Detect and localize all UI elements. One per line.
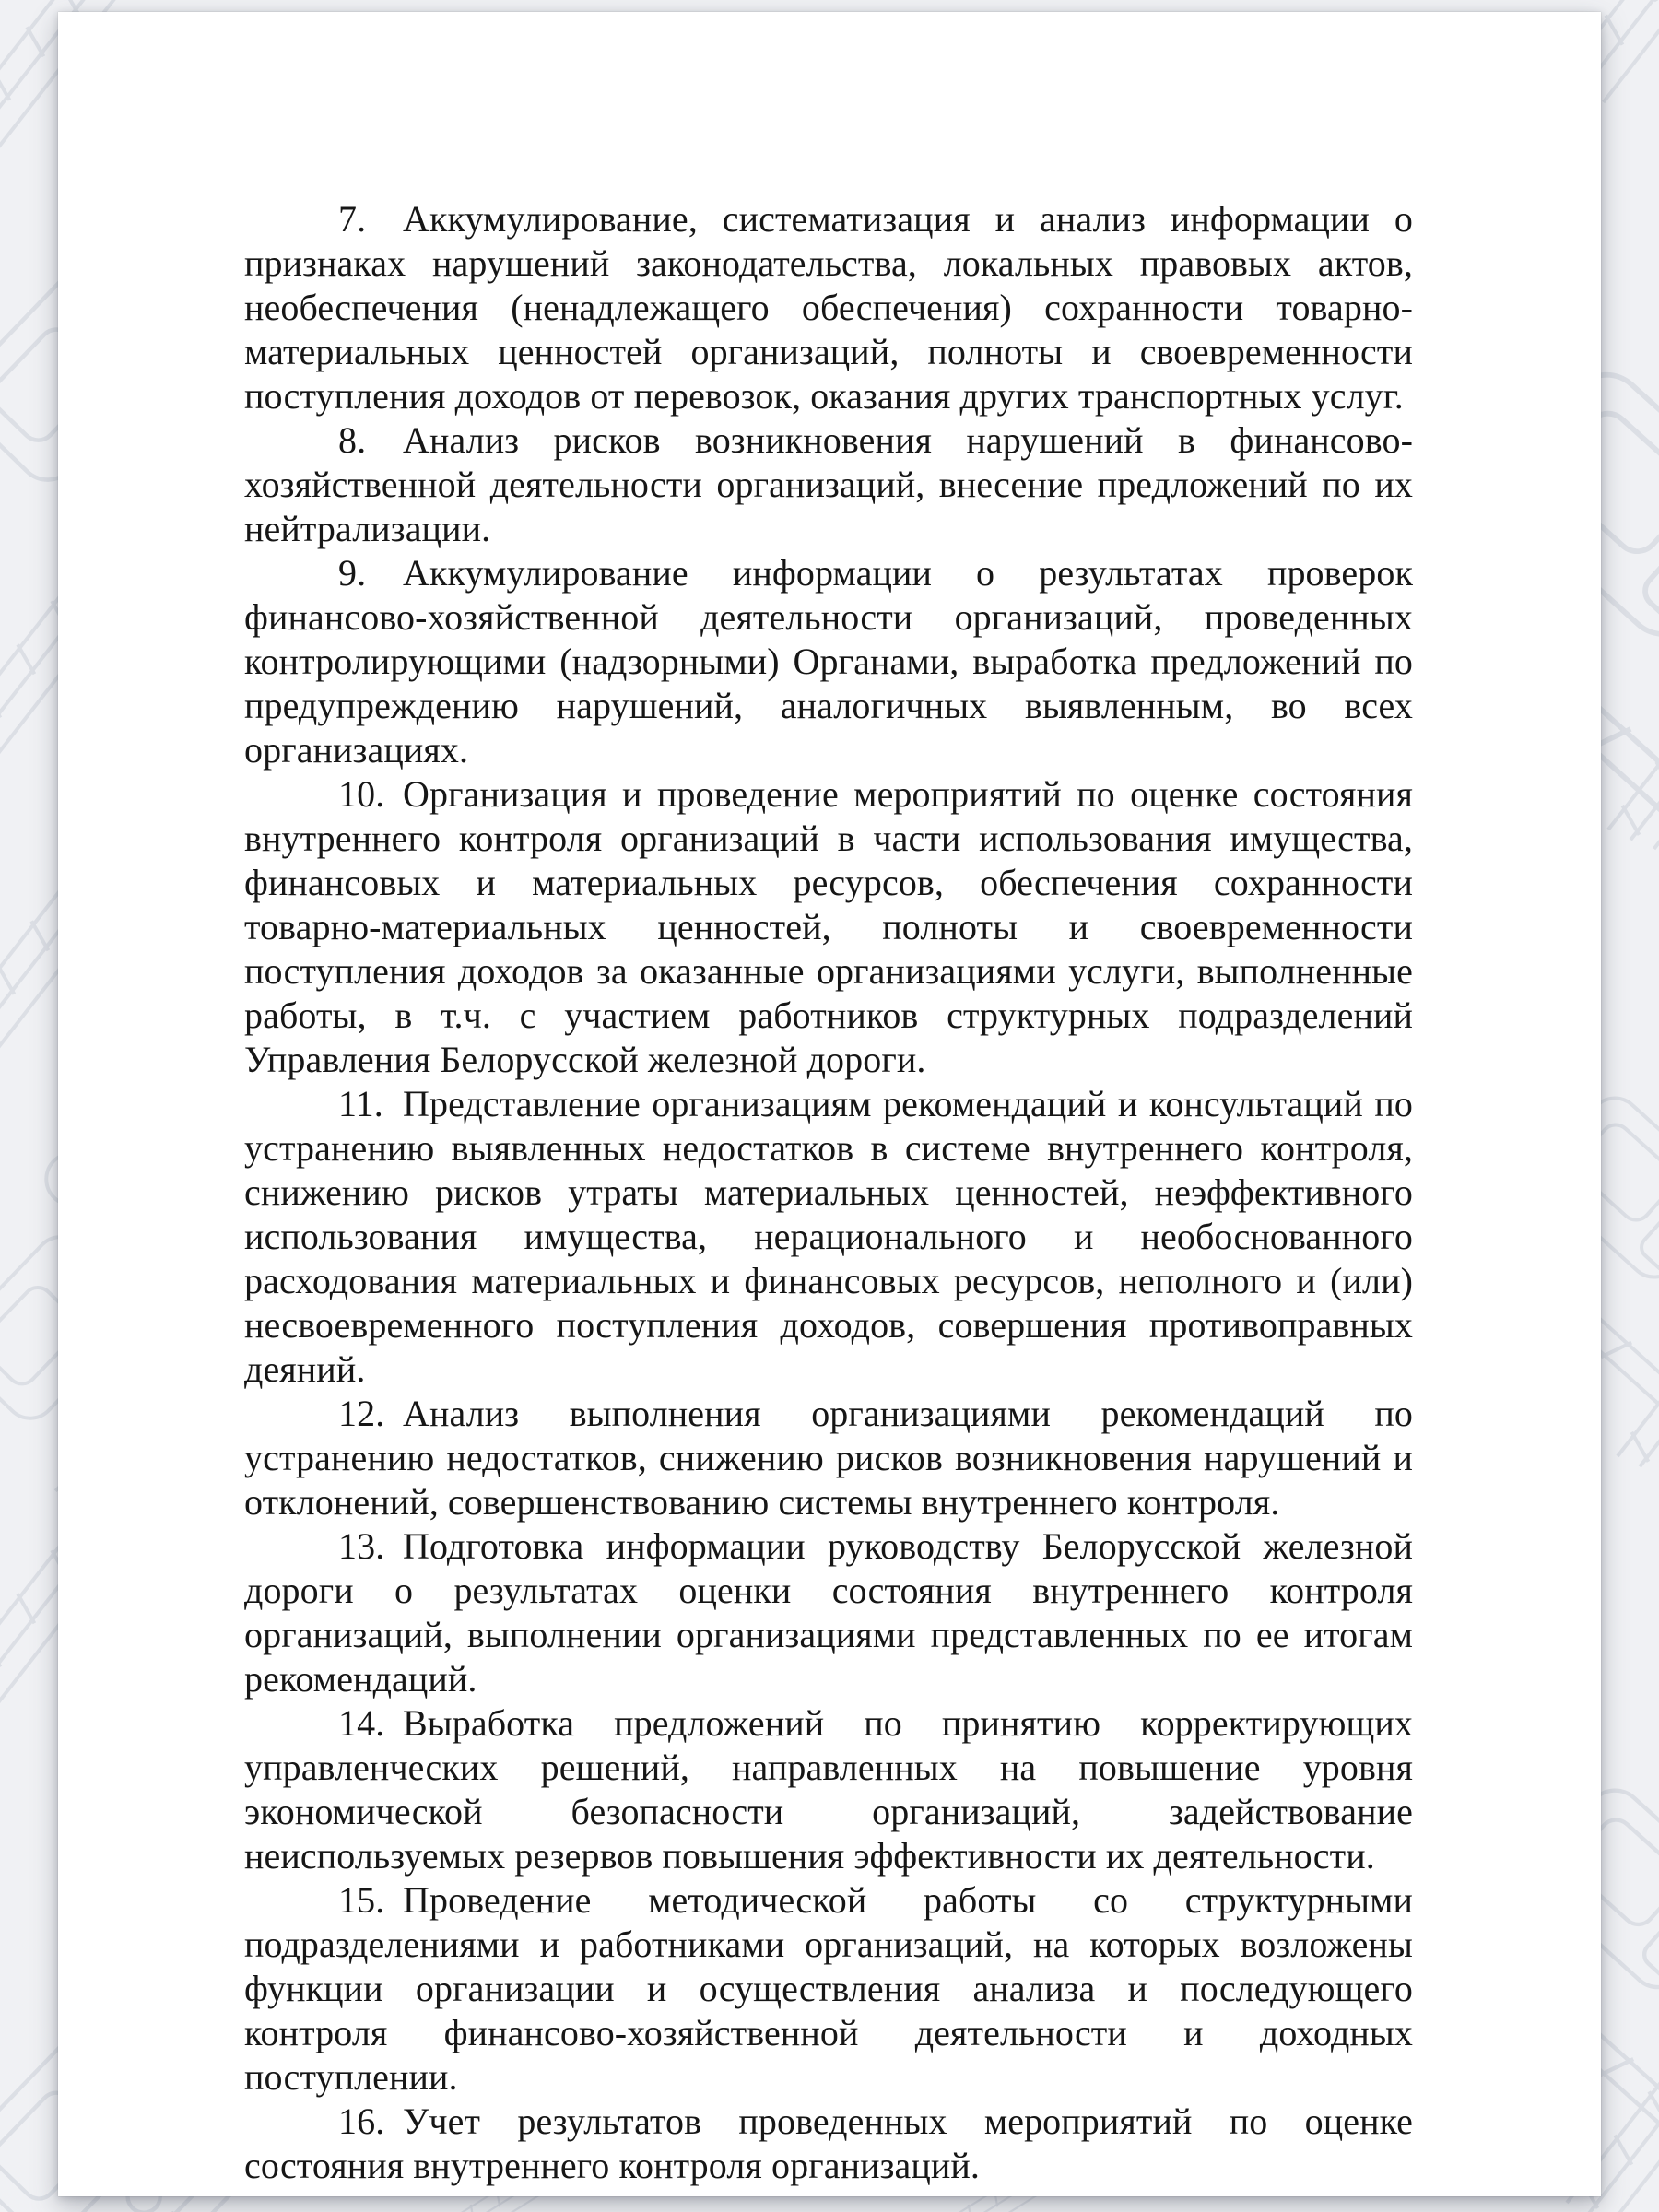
paragraph-12 [244,1392,1413,1524]
paragraph-number: 7. [338,198,367,240]
paragraph-8 [244,418,1413,551]
paragraph-15 [244,1878,1413,2100]
paragraph-text: Выработка предложений по принятию корректирующих управленческих решений, направленных на повышение уровня экономической безопасности организаций, задействование неиспользуемых резервов повышения эффективности их деятельности. [244,1702,1413,1877]
paragraph-16 [244,2100,1413,2188]
paragraph-number: 15. [338,1879,385,1921]
paragraph-text: Учет результатов проведенных мероприятий по оценке состояния внутреннего контроля организаций. [244,2100,1413,2186]
paragraph-text: Представление организациям рекомендаций и консультаций по устранению выявленных недостатков в системе внутреннего контроля, снижению рисков утраты материальных ценностей, неэффективного использования имущества, нерационального и необоснованного расходования материальных и финансовых ресурсов, неполного и (или) несвоевременного поступления доходов, совершения противоправных деяний. [244,1083,1413,1390]
paragraph-text: Аккумулирование информации о результатах проверок финансово-хозяйственной деятельности организаций, проведенных контролирующими (надзорными) Органами, выработка предложений по предупреждению нарушений, аналогичных выявленным, во всех организациях. [244,552,1413,771]
paragraph-number: 10. [338,773,385,815]
paragraph-7 [244,197,1413,418]
document-page [58,12,1601,2196]
paragraph-text: Анализ выполнения организациями рекомендаций по устранению недостатков, снижению рисков возникновения нарушений и отклонений, совершенствованию системы внутреннего контроля. [244,1393,1413,1523]
paragraph-number: 13. [338,1525,385,1567]
paragraph-number: 16. [338,2100,385,2142]
paragraph-10 [244,772,1413,1082]
paragraph-13 [244,1524,1413,1701]
paragraph-number: 8. [338,419,367,461]
text-block [244,197,1413,2188]
paragraph-text: Организация и проведение мероприятий по оценке состояния внутреннего контроля организаций в части использования имущества, финансовых и материальных ресурсов, обеспечения сохранности товарно-материальных ценностей, полноты и своевременности поступления доходов за оказанные организациями услуги, выполненные работы, в т.ч. с участием работников структурных подразделений Управления Белорусской железной дороги. [244,773,1413,1080]
paragraph-number: 12. [338,1393,385,1434]
paragraph-11 [244,1082,1413,1392]
paragraph-text: Аккумулирование, систематизация и анализ информации о признаках нарушений законодательства, локальных правовых актов, необеспечения (ненадлежащего обеспечения) сохранности товарно-материальных ценностей организаций, полноты и своевременности поступления доходов от перевозок, оказания других транспортных услуг. [244,198,1413,417]
paragraph-text: Подготовка информации руководству Белорусской железной дороги о результатах оценки состояния внутреннего контроля организаций, выполнении организациями представленных по ее итогам рекомендаций. [244,1525,1413,1700]
paragraph-9 [244,551,1413,772]
paragraph-number: 9. [338,552,367,594]
track-watermark-icon [1606,505,1659,859]
paragraph-number: 14. [338,1702,385,1744]
paragraph-text: Анализ рисков возникновения нарушений в финансово-хозяйственной деятельности организаций, внесение предложений по их нейтрализации. [244,419,1413,549]
paragraph-text: Проведение методической работы со структурными подразделениями и работниками организаций, на которых возложены функции организации и осуществления анализа и последующего контроля финансово-хозяйственной деятельности и доходных поступлении. [244,1879,1413,2098]
paragraph-14 [244,1701,1413,1878]
track-watermark-icon [1615,1132,1659,1486]
paragraph-number: 11. [338,1083,383,1124]
